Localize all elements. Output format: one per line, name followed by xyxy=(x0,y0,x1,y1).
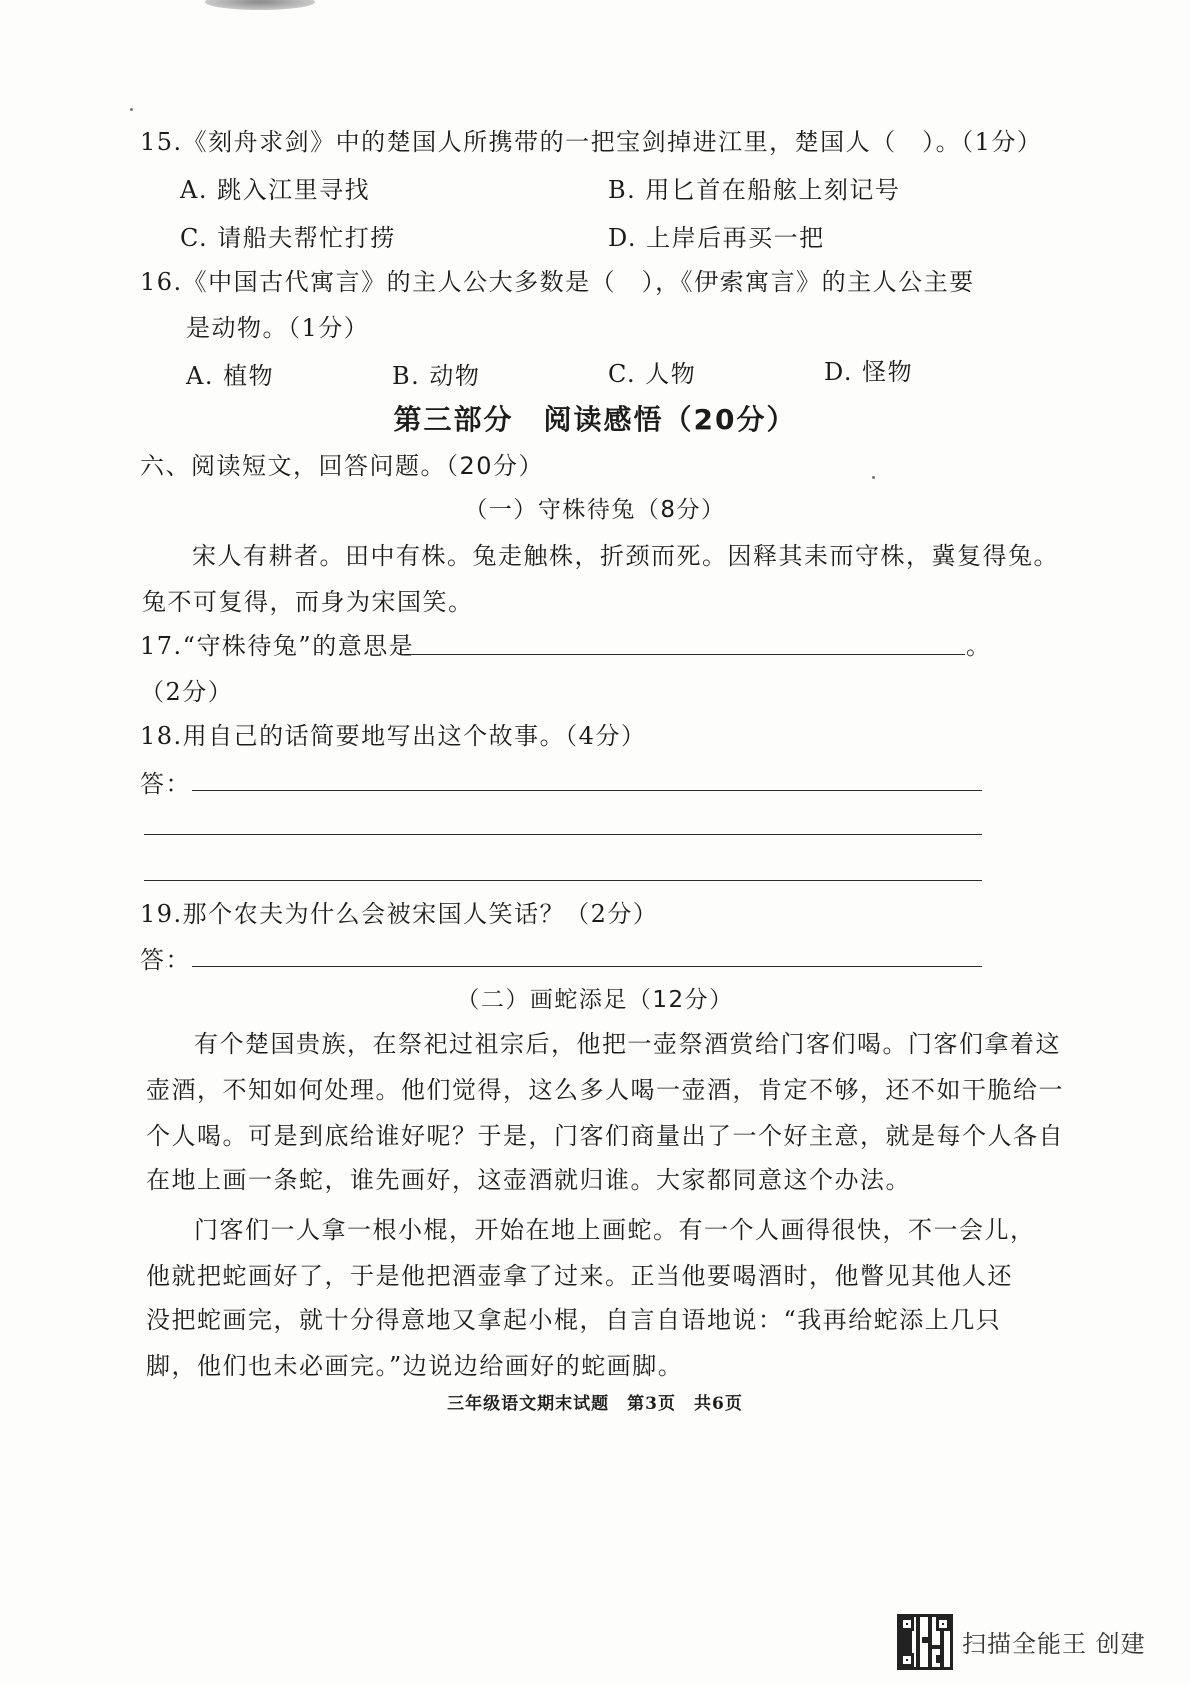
q17-answer-line[interactable] xyxy=(410,654,965,655)
q16-option-a: A. 植物 xyxy=(186,362,275,390)
q19-answer-line[interactable] xyxy=(192,966,982,967)
q18-stem: 18.用自己的话简要地写出这个故事。（4分） xyxy=(140,722,647,750)
q15-option-c: C. 请船夫帮忙打捞 xyxy=(180,224,396,252)
part3-title: 第三部分 阅读感悟（20分） xyxy=(393,403,797,436)
page-footer: 三年级语文期末试题 第3页 共6页 xyxy=(447,1394,743,1414)
q17-stem: 17.“守株待兔”的意思是 xyxy=(140,632,415,660)
q15-option-d: D. 上岸后再买一把 xyxy=(608,224,825,252)
scanner-watermark: 扫描全能王 创建 xyxy=(962,1630,1146,1658)
q15-stem: 15.《刻舟求剑》中的楚国人所携带的一把宝剑掉进江里，楚国人（ ）。（1分） xyxy=(140,128,1043,156)
passage2-line: 在地上画一条蛇，谁先画好，这壶酒就归谁。大家都同意这个办法。 xyxy=(146,1166,911,1194)
passage2-line: 壶酒，不知如何处理。他们觉得，这么多人喝一壶酒，肯定不够，还不如干脆给一 xyxy=(146,1076,1064,1104)
q16-option-b: B. 动物 xyxy=(392,362,481,390)
q18-answer-line-3[interactable] xyxy=(144,880,982,881)
scan-speck xyxy=(872,476,875,479)
q19-stem: 19.那个农夫为什么会被宋国人笑话？（2分） xyxy=(140,900,659,928)
qr-code-icon xyxy=(897,1614,953,1670)
q16-stem-line2: 是动物。（1分） xyxy=(186,314,370,342)
q17-end-mark: 。 xyxy=(966,632,992,660)
passage2-line: 他就把蛇画好了，于是他把酒壶拿了过来。正当他要喝酒时，他瞥见其他人还 xyxy=(146,1262,1013,1290)
q16-option-c: C. 人物 xyxy=(608,360,697,388)
q15-option-a: A. 跳入江里寻找 xyxy=(180,176,371,204)
passage1-line2: 兔不可复得，而身为宋国笑。 xyxy=(142,588,474,616)
section6-title: 六、阅读短文，回答问题。（20分） xyxy=(140,452,545,480)
scan-speck xyxy=(130,108,133,111)
q15-option-b: B. 用匕首在船舷上刻记号 xyxy=(608,176,901,204)
passage1-title: （一）守株待兔（8分） xyxy=(464,497,726,523)
q16-stem-line1: 16.《中国古代寓言》的主人公大多数是（ ），《伊索寓言》的主人公主要 xyxy=(140,268,975,296)
passage1-line1: 宋人有耕者。田中有株。兔走触株，折颈而死。因释其耒而守株，冀复得兔。 xyxy=(192,542,1059,570)
q17-score: （2分） xyxy=(140,678,234,706)
q16-option-d: D. 怪物 xyxy=(824,358,914,386)
passage2-line: 个人喝。可是到底给谁好呢？于是，门客们商量出了一个好主意，就是每个人各自 xyxy=(146,1122,1064,1150)
passage2-title: （二）画蛇添足（12分） xyxy=(456,987,734,1013)
q18-answer-line-2[interactable] xyxy=(144,834,982,835)
q19-answer-label: 答： xyxy=(140,946,191,974)
scan-smudge xyxy=(205,0,315,10)
passage2-line: 脚，他们也未必画完。”边说边给画好的蛇画脚。 xyxy=(146,1352,684,1380)
passage2-line: 没把蛇画完，就十分得意地又拿起小棍，自言自语地说：“我再给蛇添上几只 xyxy=(146,1306,1002,1334)
passage2-line: 门客们一人拿一根小棍，开始在地上画蛇。有一个人画得很快，不一会儿， xyxy=(194,1216,1036,1244)
passage2-line: 有个楚国贵族，在祭祀过祖宗后，他把一壶祭酒赏给门客们喝。门客们拿着这 xyxy=(194,1030,1061,1058)
q18-answer-line-1[interactable] xyxy=(192,790,982,791)
q18-answer-label: 答： xyxy=(140,770,191,798)
